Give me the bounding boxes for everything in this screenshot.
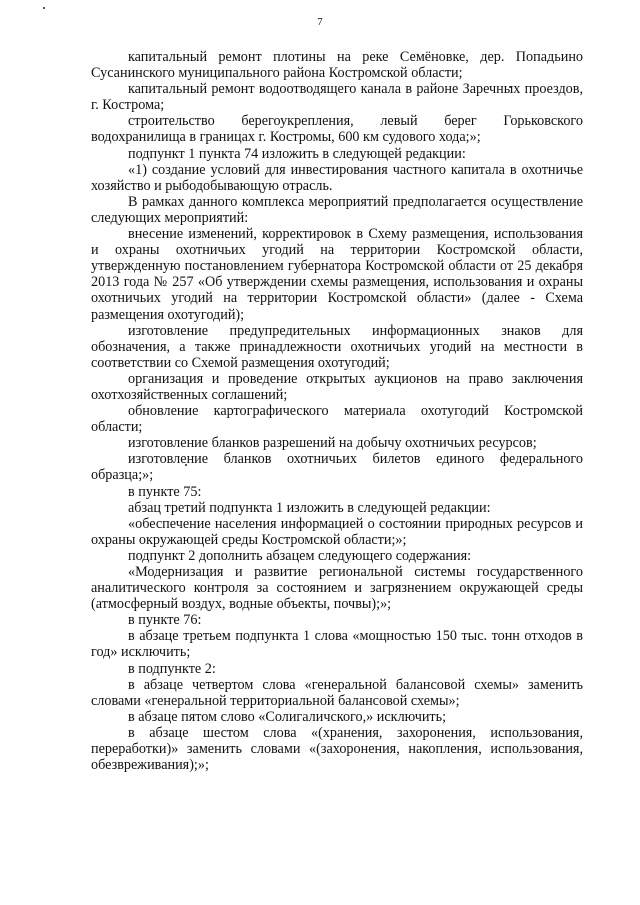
paragraph: обновление картографического материала охотугодий Костромской области; — [91, 403, 583, 436]
paragraph: изготовление бланков охотничьих билетов единого федерального образца;»; — [91, 451, 583, 484]
paragraph: внесение изменений, корректировок в Схему размещения, использования и охраны охотничьих угодий на территории Костромской области, утвержденную постановлением губернатора Костромской области от 25 декабря 2013 года № 257 «Об утверждении схемы размещения, использования и охраны охотничьих угодий на территории Костромской области» (далее - Схема размещения охотугодий); — [91, 226, 583, 323]
paragraph: в абзаце третьем подпункта 1 слова «мощностью 150 тыс. тонн отходов в год» исключить; — [91, 628, 583, 661]
paragraph: в абзаце шестом слова «(хранения, захоронения, использования, переработки)» заменить словами «(захоронения, накопления, использования, обезвреживания);»; — [91, 724, 583, 774]
paragraph: подпункт 1 пункта 74 изложить в следующей редакции: — [128, 145, 466, 162]
paragraph: в подпункте 2: — [128, 660, 216, 677]
paragraph: капитальный ремонт водоотводящего канала в районе Заречных проездов, г. Кострома; — [91, 81, 583, 114]
paragraph: в абзаце пятом слово «Солигаличского,» исключить; — [128, 708, 447, 725]
paragraph: изготовление бланков разрешений на добычу охотничьих ресурсов; — [128, 435, 537, 452]
paragraph: в абзаце четвертом слова «генеральной балансовой схемы» заменить словами «генеральной территориальной балансовой схемы»; — [91, 676, 583, 709]
paragraph: организация и проведение открытых аукционов на право заключения охотхозяйственных соглашений; — [91, 370, 583, 403]
paragraph: абзац третий подпункта 1 изложить в следующей редакции: — [128, 499, 491, 516]
paragraph: В рамках данного комплекса мероприятий предполагается осуществление следующих мероприятий: — [91, 193, 583, 226]
paragraph: «1) создание условий для инвестирования частного капитала в охотничье хозяйство и рыбодобывающую отрасль. — [91, 161, 583, 194]
paragraph: в пункте 76: — [128, 612, 202, 629]
paragraph: в пункте 75: — [128, 483, 202, 500]
document-body — [91, 49, 583, 773]
paragraph: капитальный ремонт плотины на реке Семёновке, дер. Попадьино Сусанинского муниципального района Костромской области; — [91, 49, 583, 82]
paragraph: строительство берегоукрепления, левый берег Горьковского водохранилища в границах г. Костромы, 600 км судового хода;»; — [91, 113, 583, 146]
paragraph: «обеспечение населения информацией о состоянии природных ресурсов и охраны окружающей среды Костромской области;»; — [91, 515, 583, 548]
paragraph: подпункт 2 дополнить абзацем следующего содержания: — [128, 547, 472, 564]
paragraph: изготовление предупредительных информационных знаков для обозначения, а также принадлежности охотничьих угодий на местности в соответствии со Схемой размещения охотугодий; — [91, 322, 583, 371]
paragraph: «Модернизация и развитие региональной системы государственного аналитического контроля за состоянием и загрязнением окружающей среды (атмосферный воздух, водные объекты, почвы);»; — [91, 564, 583, 613]
scan-speck — [43, 7, 45, 9]
page-number: 7 — [317, 16, 323, 28]
